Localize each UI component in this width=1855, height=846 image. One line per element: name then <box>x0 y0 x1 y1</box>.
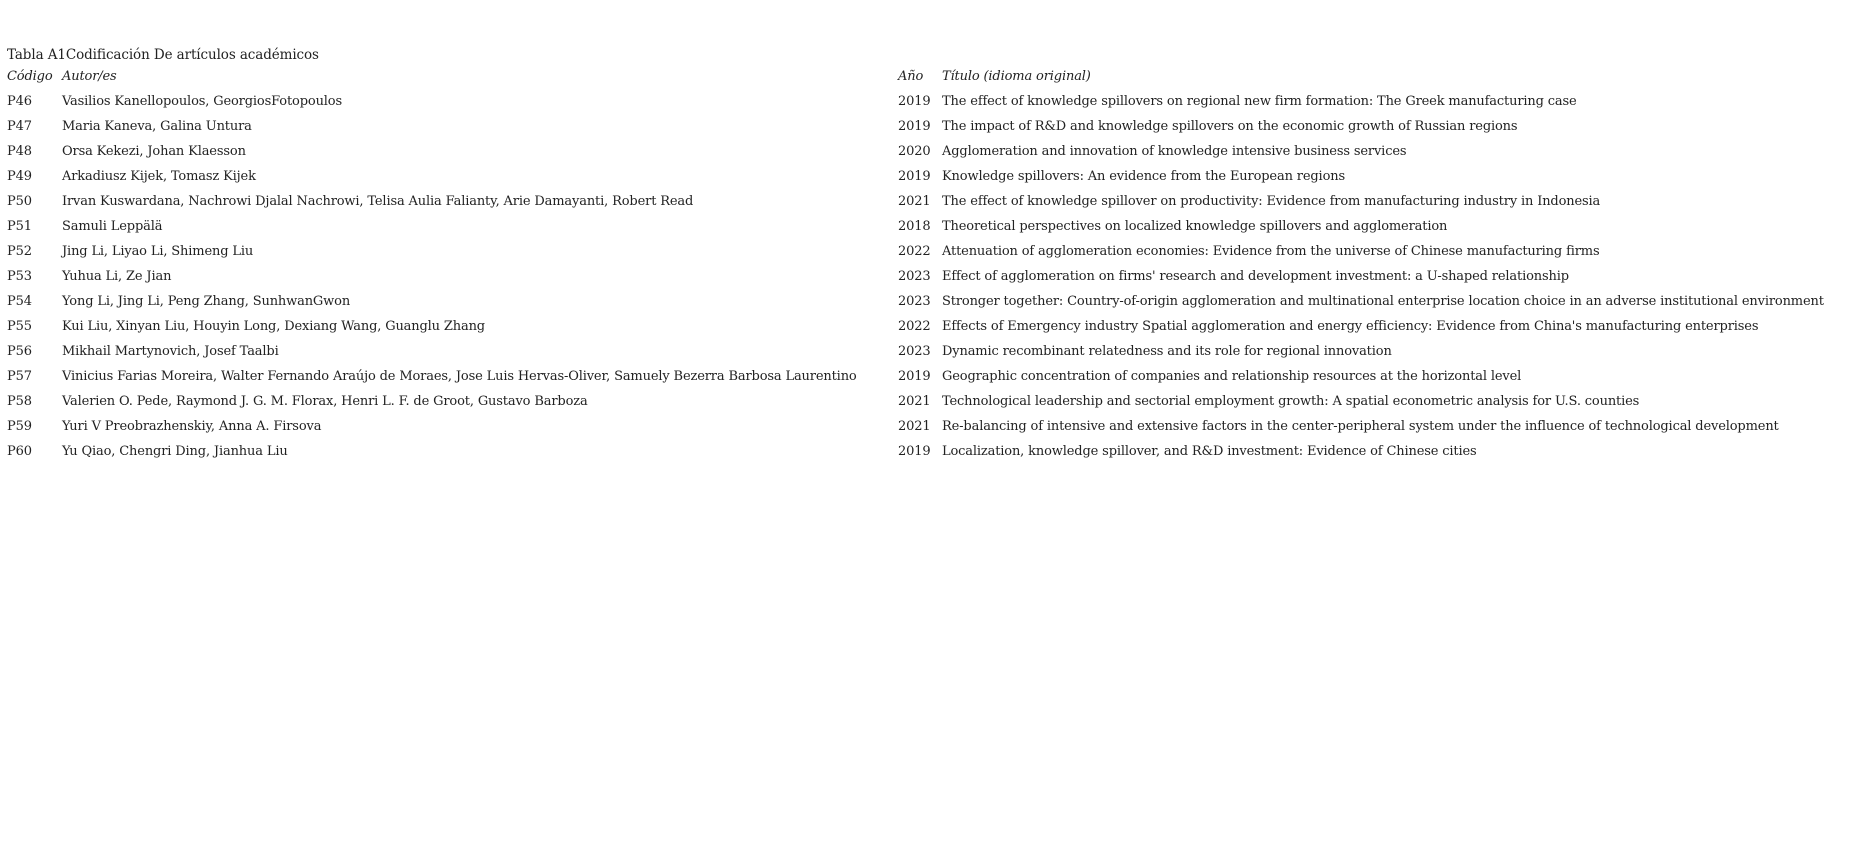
table-row <box>7 114 1852 139</box>
table-body <box>7 89 1852 464</box>
cell-code: P47 <box>7 119 32 134</box>
cell-authors: Mikhail Martynovich, Josef Taalbi <box>62 344 279 359</box>
table-row <box>7 414 1852 439</box>
cell-year: 2019 <box>898 169 931 184</box>
table-row <box>7 189 1852 214</box>
cell-code: P58 <box>7 394 32 409</box>
cell-authors: Jing Li, Liyao Li, Shimeng Liu <box>62 244 254 259</box>
cell-title: Theoretical perspectives on localized knowledge spillovers and agglomeration <box>942 219 1448 234</box>
cell-authors: Samuli Leppälä <box>62 219 163 234</box>
table-row <box>7 214 1852 239</box>
table-row <box>7 439 1852 464</box>
cell-code: P55 <box>7 319 32 334</box>
header-year: Año <box>898 69 924 84</box>
header-code: Código <box>7 69 53 84</box>
cell-title: Effects of Emergency industry Spatial agglomeration and energy efficiency: Evidence from China's manufacturing enterprises <box>942 319 1759 334</box>
header-row <box>7 65 1852 89</box>
cell-year: 2019 <box>898 444 931 459</box>
cell-year: 2019 <box>898 369 931 384</box>
cell-title: The effect of knowledge spillovers on regional new firm formation: The Greek manufacturing case <box>942 94 1577 109</box>
cell-title: Dynamic recombinant relatedness and its role for regional innovation <box>942 344 1392 359</box>
cell-title: Knowledge spillovers: An evidence from the European regions <box>942 169 1345 184</box>
cell-authors: Orsa Kekezi, Johan Klaesson <box>62 144 246 159</box>
cell-authors: Vasilios Kanellopoulos, GeorgiosFotopoulos <box>62 94 342 109</box>
cell-title: Re-balancing of intensive and extensive factors in the center-peripheral system under the influence of technological development <box>942 419 1779 434</box>
cell-code: P48 <box>7 144 32 159</box>
cell-title: Localization, knowledge spillover, and R&D investment: Evidence of Chinese cities <box>942 444 1477 459</box>
cell-year: 2020 <box>898 144 931 159</box>
cell-year: 2022 <box>898 319 931 334</box>
cell-title: Technological leadership and sectorial employment growth: A spatial econometric analysis for U.S. counties <box>942 394 1640 409</box>
table-row <box>7 164 1852 189</box>
cell-authors: Yong Li, Jing Li, Peng Zhang, SunhwanGwon <box>62 294 351 309</box>
cell-code: P59 <box>7 419 32 434</box>
cell-code: P46 <box>7 94 32 109</box>
cell-code: P50 <box>7 194 32 209</box>
articles-table <box>7 65 1852 464</box>
cell-code: P52 <box>7 244 32 259</box>
cell-year: 2022 <box>898 244 931 259</box>
cell-authors: Kui Liu, Xinyan Liu, Houyin Long, Dexiang Wang, Guanglu Zhang <box>62 319 485 334</box>
table-header <box>7 65 1852 89</box>
cell-code: P56 <box>7 344 32 359</box>
cell-authors: Arkadiusz Kijek, Tomasz Kijek <box>62 169 256 184</box>
table-caption: Tabla A1Codificación De artículos académicos <box>7 47 319 63</box>
cell-year: 2021 <box>898 394 931 409</box>
cell-title: Stronger together: Country-of-origin agglomeration and multinational enterprise location choice in an adverse institutional environment <box>942 294 1824 309</box>
cell-code: P53 <box>7 269 32 284</box>
cell-year: 2021 <box>898 194 931 209</box>
cell-authors: Valerien O. Pede, Raymond J. G. M. Florax, Henri L. F. de Groot, Gustavo Barboza <box>62 394 588 409</box>
cell-code: P49 <box>7 169 32 184</box>
table-row <box>7 339 1852 364</box>
table-row <box>7 239 1852 264</box>
header-authors: Autor/es <box>62 69 117 84</box>
cell-authors: Yu Qiao, Chengri Ding, Jianhua Liu <box>62 444 288 459</box>
cell-authors: Yuri V Preobrazhenskiy, Anna A. Firsova <box>62 419 322 434</box>
cell-authors: Vinicius Farias Moreira, Walter Fernando Araújo de Moraes, Jose Luis Hervas-Oliver, Samuely Bezerra Barbosa Laurentino <box>62 369 857 384</box>
cell-year: 2023 <box>898 344 931 359</box>
cell-title: Effect of agglomeration on firms' research and development investment: a U-shaped relationship <box>942 269 1569 284</box>
cell-authors: Yuhua Li, Ze Jian <box>62 269 172 284</box>
table-row <box>7 314 1852 339</box>
cell-authors: Maria Kaneva, Galina Untura <box>62 119 252 134</box>
cell-year: 2018 <box>898 219 931 234</box>
table-row <box>7 364 1852 389</box>
cell-code: P54 <box>7 294 32 309</box>
table-row <box>7 89 1852 114</box>
document-page <box>7 46 1852 464</box>
cell-title: The effect of knowledge spillover on productivity: Evidence from manufacturing industry in Indonesia <box>942 194 1601 209</box>
cell-title: Attenuation of agglomeration economies: Evidence from the universe of Chinese manufacturing firms <box>942 244 1600 259</box>
cell-year: 2023 <box>898 294 931 309</box>
cell-title: Agglomeration and innovation of knowledge intensive business services <box>942 144 1407 159</box>
table-row <box>7 389 1852 414</box>
cell-year: 2019 <box>898 119 931 134</box>
cell-code: P51 <box>7 219 32 234</box>
cell-authors: Irvan Kuswardana, Nachrowi Djalal Nachrowi, Telisa Aulia Falianty, Arie Damayanti, Robert Read <box>62 194 694 209</box>
cell-year: 2019 <box>898 94 931 109</box>
cell-code: P60 <box>7 444 32 459</box>
cell-year: 2023 <box>898 269 931 284</box>
cell-year: 2021 <box>898 419 931 434</box>
table-row <box>7 289 1852 314</box>
cell-code: P57 <box>7 369 32 384</box>
table-row <box>7 264 1852 289</box>
cell-title: Geographic concentration of companies and relationship resources at the horizontal level <box>942 369 1522 384</box>
cell-title: The impact of R&D and knowledge spillovers on the economic growth of Russian regions <box>942 119 1518 134</box>
table-row <box>7 139 1852 164</box>
header-title: Título (idioma original) <box>942 69 1091 84</box>
